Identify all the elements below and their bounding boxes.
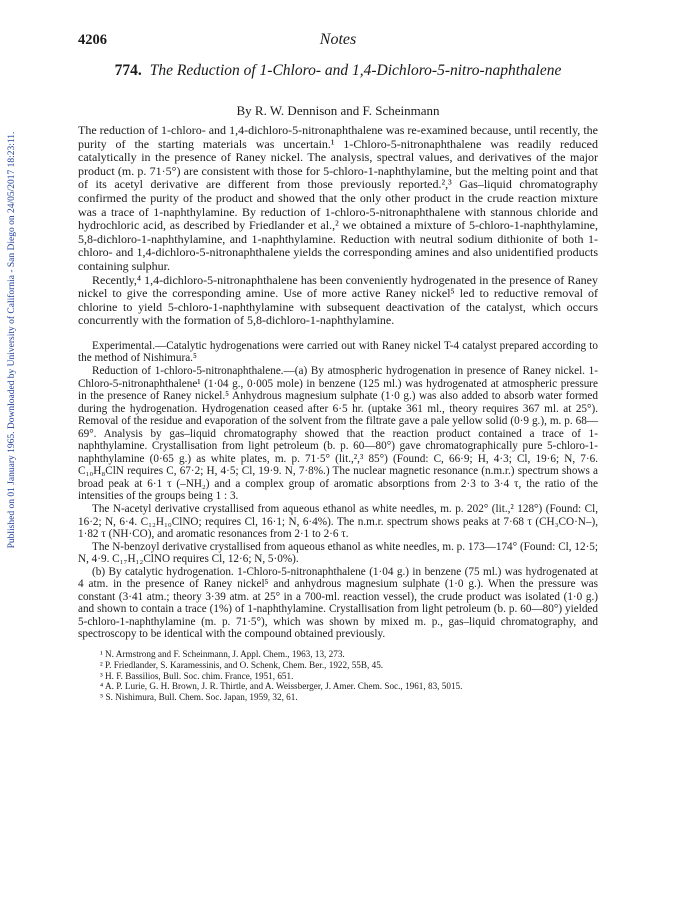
footnote: ⁵ S. Nishimura, Bull. Chem. Soc. Japan, 1959, 32, 61. <box>100 692 298 703</box>
footnote: ¹ N. Armstrong and F. Scheinmann, J. Appl. Chem., 1963, 13, 273. <box>100 649 345 660</box>
section-title: Notes <box>319 31 357 48</box>
download-watermark <box>5 100 19 580</box>
footnote: ⁴ A. P. Lurie, G. H. Brown, J. R. Thirtle, and A. Weissberger, J. Amer. Chem. Soc., 1961, 83, 5015. <box>100 681 463 692</box>
article-number: 774. <box>114 62 142 79</box>
experimental-paragraph: Experimental.—Catalytic hydrogenations were carried out with Raney nickel T-4 catalyst prepared according to the method of Nishimura.⁵ <box>78 339 598 365</box>
byline: By R. W. Dennison and F. Scheinmann <box>236 103 440 118</box>
footnote: ² P. Friedlander, S. Karamessinis, and O. Schenk, Chem. Ber., 1922, 55B, 45. <box>100 659 384 670</box>
footnotes <box>78 649 598 703</box>
article-title <box>78 62 598 80</box>
page-number: 4206 <box>78 32 107 48</box>
experimental-paragraph: Reduction of 1-chloro-5-nitronaphthalene.—(a) By atmospheric hydrogenation in presence of Raney nickel. 1-Chloro-5-nitronaphthalene¹ (1·04 g., 0·005 mole) in benzene (125 ml.) was hydrogenated at atmospheric pressure in the presence of Raney nickel.⁵ Anhydrous magnesium sulphate (1·0 g.) was also added to absorb water formed during the hydrogenation. Hydrogenation ceased after 6·5 hr. (uptake 361 ml., theory requires 367 ml. at 25°). Removal of the residue and evaporation of the solvent from the filtrate gave a pale yellow solid (0·9 g.), m. p. 68—69°. Analysis by gas–liquid chromatography showed that the reaction product contained a trace of 1-naphthylamine. Crystallisation from light petroleum (b. p. 60—80°) gave chromatographically pure 5-chloro-1-naphthylamine (0·65 g.) as white plates, m. p. 71·5° (lit.,²,³ 85°) (Found: C, 66·9; H, 4·3; Cl, 19·6; N, 7·6. C₁₀H₈ClN requires C, 67·2; H, 4·5; Cl, 19·9. N, 7·8%.) The nuclear magnetic resonance (n.m.r.) spectrum shows a broad peak at 6·1 τ (–NH₂) and a complex group of aromatic absorptions from 2·3 to 3·4 τ, the ratio of the intensities of the groups being 1 : 3. <box>78 365 598 503</box>
article-content <box>78 124 598 703</box>
experimental-paragraph: The N-benzoyl derivative crystallised from aqueous ethanol as white needles, m. p. 173—174° (Found: Cl, 12·5; N, 4·9. C₁₇H₁₂ClNO requires Cl, 12·6; N, 5·0%). <box>78 540 598 566</box>
experimental-paragraph: The N-acetyl derivative crystallised from aqueous ethanol as white needles, m. p. 202° (lit.,² 128°) (Found: Cl, 16·2; N, 6·4. C₁₂H₁₀ClNO; requires Cl, 16·1; N, 6·4%). The n.m.r. spectrum shows peaks at 7·68 τ (CH₃CO·N–), 1·82 τ (NH·CO), and aromatic resonances from 2·1 to 2·6 τ. <box>78 503 598 541</box>
body-paragraph: The reduction of 1-chloro- and 1,4-dichloro-5-nitronaphthalene was re-examined because, until recently, the purity of the starting materials was uncertain.¹ 1-Chloro-5-nitronaphthalene was readily reduced catalytically in the presence of Raney nickel. The analysis, spectral values, and derivatives of the major product (m. p. 71·5°) are consistent with those for 5-chloro-1-naphthylamine, but the melting point and that of its acetyl derivative are different from those previously reported.²,³ Gas–liquid chromatography confirmed the purity of the product and showed that the only other product in the crude reaction mixture was a trace of 1-naphthylamine. By reduction of 1-chloro-5-nitronaphthalene with stannous chloride and hydrochloric acid, as described by Friedlander et al.,² we obtained a mixture of 5-chloro-1-naphthylamine, 5,8-dichloro-1-naphthylamine, and 1-naphthylamine. Reduction with neutral sodium dithionite of both 1-chloro- and 1,4-dichloro-5-nitronaphthalene yields the corresponding amines and also unidentified products containing sulphur. <box>78 123 598 273</box>
footnote: ³ H. F. Bassilios, Bull. Soc. chim. France, 1951, 651. <box>100 670 294 681</box>
main-text <box>78 124 598 328</box>
experimental-section <box>78 340 598 641</box>
article-title-text: The Reduction of 1-Chloro- and 1,4-Dichloro-5-nitro-naphthalene <box>149 62 562 79</box>
watermark-text: Published on 01 January 1965. Downloaded by University of California - San Diego on 24/05/2017 18:23:11. <box>7 131 17 549</box>
body-paragraph: Recently,⁴ 1,4-dichloro-5-nitronaphthalene has been conveniently hydrogenated in the presence of Raney nickel to give the corresponding amine. Use of more active Raney nickel⁵ led to reductive removal of chlorine to yield 5-chloro-1-naphthylamine with subsequent deactivation of the catalyst, which occurs concurrently with the formation of 5,8-dichloro-1-naphthylamine. <box>78 272 598 328</box>
experimental-paragraph: (b) By catalytic hydrogenation. 1-Chloro-5-nitronaphthalene (1·04 g.) in benzene (75 ml.) was hydrogenated at 4 atm. in the presence of Raney nickel⁵ and anhydrous magnesium sulphate (1·0 g.). When the pressure was constant (3·41 atm.; theory 3·39 atm. at 25° in a 700-ml. reaction vessel), the crude product was isolated (1·0 g.) and shown to contain a trace (1%) of 1-naphthylamine. Crystallisation from light petroleum (b. p. 60—80°) yielded 5-chloro-1-naphthylamine (m. p. 71·5°), which was shown by mixed m. p., gas–liquid chromatography, and spectroscopy to be identical with the compound obtained previously. <box>78 565 598 641</box>
page-header <box>78 32 598 50</box>
